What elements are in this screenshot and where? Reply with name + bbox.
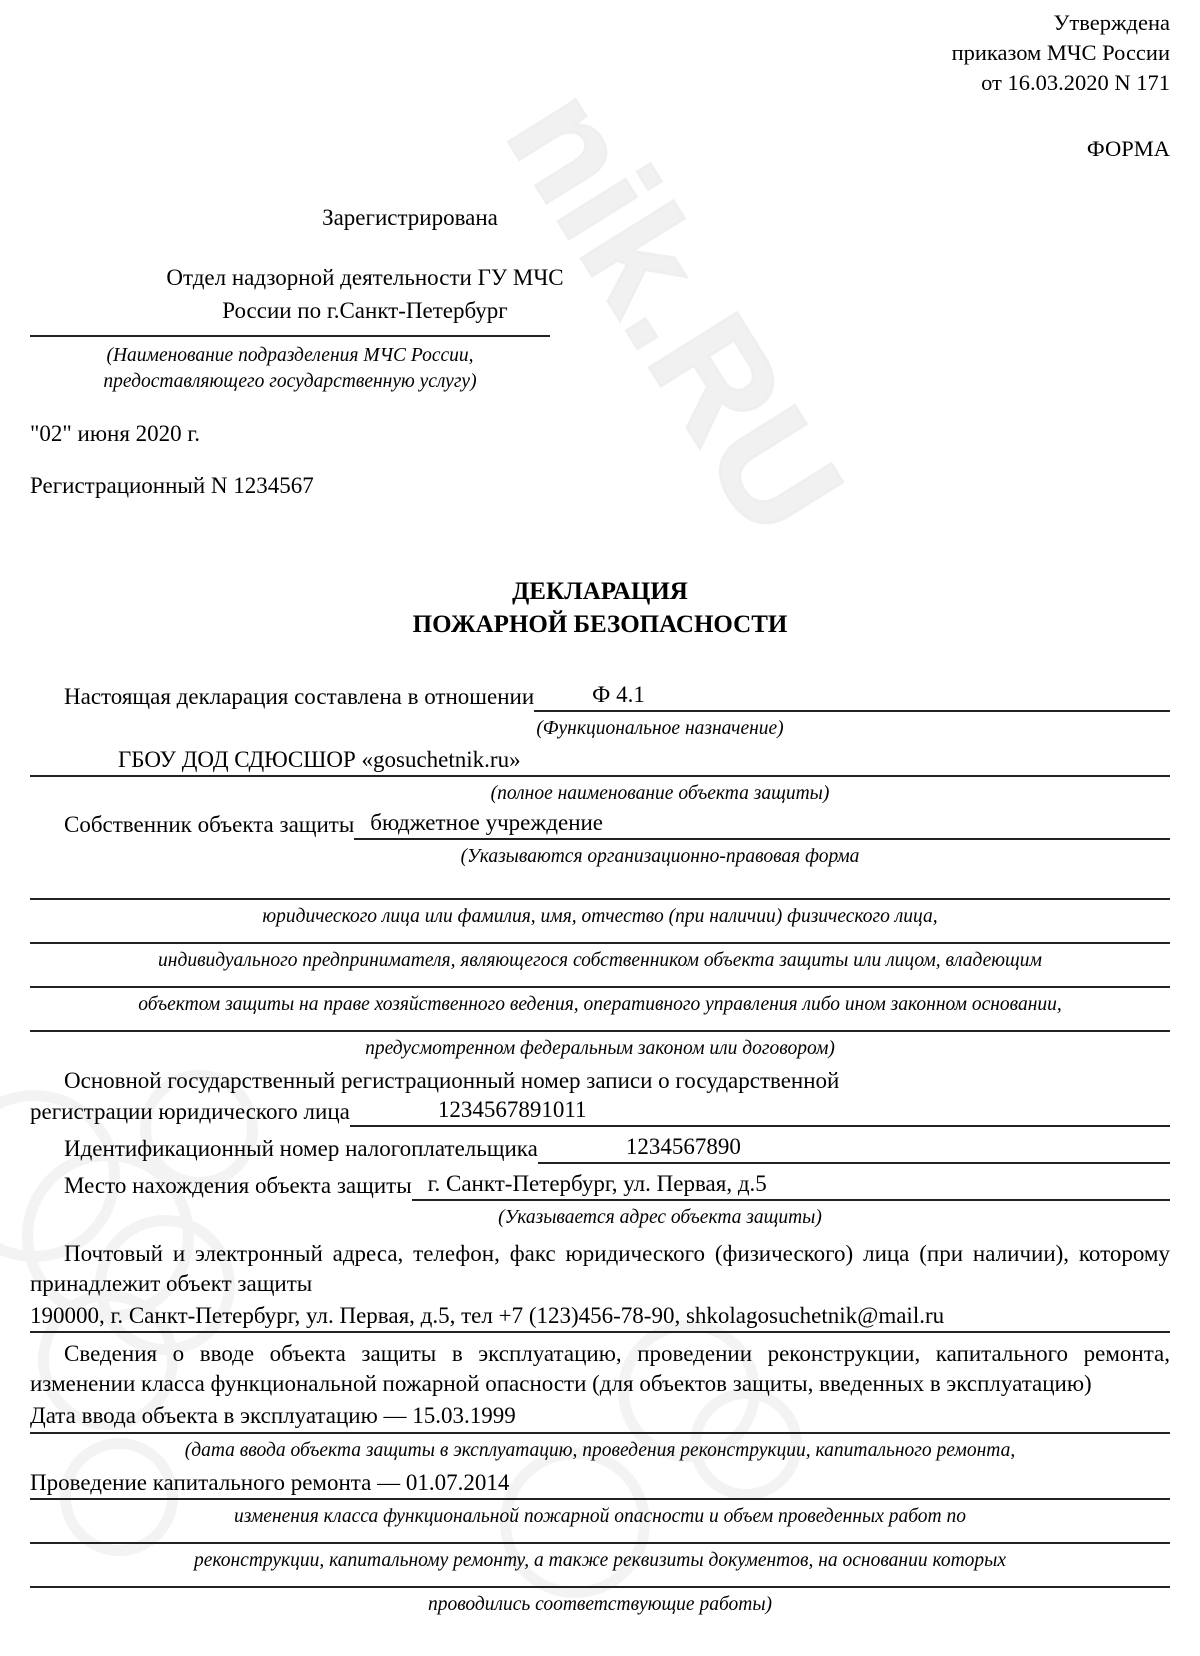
inn-row bbox=[30, 1133, 1170, 1164]
contacts-paragraph: Почтовый и электронный адреса, телефон, факс юридического (физического) лица (при наличии), которому принадлежит объект защиты bbox=[30, 1241, 1170, 1297]
department-caption-line2: предоставляющего государственную услугу) bbox=[103, 370, 477, 392]
object-name-caption: (полное наименование объекта защиты) bbox=[490, 783, 830, 805]
commissioning-caption-3: реконструкции, капитальному ремонту, а также реквизиты документов, на основании которых bbox=[193, 1550, 1007, 1572]
commissioning-date-line[interactable]: Дата ввода объекта в эксплуатацию — 15.03.1999 bbox=[30, 1401, 1170, 1433]
owner-value: бюджетное учреждение bbox=[370, 810, 604, 836]
ogrn-label-line1: Основной государственный регистрационный номер записи о государственной bbox=[64, 1068, 840, 1094]
contacts-value[interactable]: 190000, г. Санкт-Петербург, ул. Первая, д.5, тел +7 (123)456-78-90, shkolagosuchetnik@mail.ru bbox=[30, 1301, 1170, 1333]
registration-number: Регистрационный N 1234567 bbox=[30, 472, 314, 498]
inn-value: 1234567890 bbox=[625, 1134, 741, 1160]
registration-block bbox=[30, 202, 1170, 499]
owner-label: Собственник объекта защиты bbox=[64, 812, 355, 838]
inn-label: Идентификационный номер налогоплательщика bbox=[64, 1136, 538, 1162]
watermark-text: nik.RU bbox=[475, 61, 877, 564]
department-caption bbox=[30, 337, 550, 395]
form-word: ФОРМА bbox=[1086, 135, 1170, 161]
location-caption: (Указывается адрес объекта защиты) bbox=[498, 1207, 822, 1229]
object-name-value: ГБОУ ДОД СДЮСШОР «gosuchetnik.ru» bbox=[118, 747, 521, 773]
overhaul-line[interactable]: Проведение капитального ремонта — 01.07.2014 bbox=[30, 1468, 1170, 1500]
page-title bbox=[30, 575, 1170, 641]
owner-caption-3: индивидуального предпринимателя, являющегося собственником объекта защиты или лицом, владеющим bbox=[158, 950, 1042, 972]
object-name-row bbox=[30, 746, 1170, 777]
location-label: Место нахождения объекта защиты bbox=[64, 1173, 412, 1199]
document-content bbox=[30, 0, 1170, 1620]
owner-caption-1: (Указываются организационно-правовая форма bbox=[460, 846, 860, 868]
ogrn-label-line2: регистрации юридического лица bbox=[30, 1098, 350, 1124]
functional-purpose-caption: (Функциональное назначение) bbox=[536, 718, 784, 740]
ogrn-field[interactable] bbox=[350, 1096, 1170, 1127]
commissioning-caption-2: изменения класса функциональной пожарной опасности и объем проведенных работ по bbox=[233, 1506, 966, 1528]
page-title-line1: ДЕКЛАРАЦИЯ bbox=[512, 577, 688, 605]
declaration-prefix-label: Настоящая декларация составлена в отношении bbox=[64, 683, 535, 709]
registration-date: "02" июня 2020 г. bbox=[30, 420, 200, 446]
owner-field[interactable] bbox=[354, 809, 1170, 840]
commissioning-caption-4: проводились соответствующие работы) bbox=[427, 1593, 773, 1615]
order-date: от 16.03.2020 N 171 bbox=[981, 69, 1170, 95]
owner-caption-2: юридического лица или фамилия, имя, отчество (при наличии) физического лица, bbox=[262, 906, 938, 928]
commissioning-paragraph: Сведения о вводе объекта защиты в эксплуатацию, проведении реконструкции, капитального ремонта, изменении класса функциональной пожарной опасности (для объектов защиты, введенных в эксплуатацию) bbox=[30, 1341, 1170, 1397]
location-field[interactable] bbox=[412, 1170, 1170, 1201]
registered-label: Зарегистрирована bbox=[322, 204, 498, 230]
approved-label: Утверждена bbox=[1053, 10, 1170, 35]
department-name-line2: России по г.Санкт-Петербург bbox=[222, 298, 508, 324]
location-value: г. Санкт-Петербург, ул. Первая, д.5 bbox=[427, 1171, 767, 1197]
location-row bbox=[30, 1170, 1170, 1201]
approval-header bbox=[30, 0, 1170, 98]
department-name bbox=[0, 262, 1170, 327]
object-name-field[interactable] bbox=[30, 746, 1170, 777]
order-authority: приказом МЧС России bbox=[951, 39, 1170, 65]
ogrn-value: 1234567891011 bbox=[437, 1096, 587, 1122]
owner-caption-5: предусмотренном федеральным законом или договором) bbox=[365, 1038, 835, 1060]
department-name-line1: Отдел надзорной деятельности ГУ МЧС bbox=[166, 265, 564, 291]
inn-field[interactable] bbox=[538, 1133, 1170, 1164]
department-caption-line1: (Наименование подразделения МЧС России, bbox=[106, 344, 474, 366]
page-title-line2: ПОЖАРНОЙ БЕЗОПАСНОСТИ bbox=[412, 610, 788, 638]
form-body bbox=[30, 681, 1170, 1620]
commissioning-caption-1: (дата ввода объекта защиты в эксплуатацию, проведения реконструкции, капитального ремонта, bbox=[184, 1439, 1016, 1461]
functional-purpose-value: Ф 4.1 bbox=[592, 681, 645, 707]
ogrn-row bbox=[30, 1096, 1170, 1127]
functional-purpose-field[interactable] bbox=[534, 681, 1170, 712]
functional-purpose-row bbox=[30, 681, 1170, 712]
owner-caption-4: объектом защиты на праве хозяйственного ведения, оперативного управления либо ином законном основании, bbox=[138, 994, 1062, 1016]
owner-row bbox=[30, 809, 1170, 840]
owner-blank-row-1 bbox=[30, 872, 1170, 898]
